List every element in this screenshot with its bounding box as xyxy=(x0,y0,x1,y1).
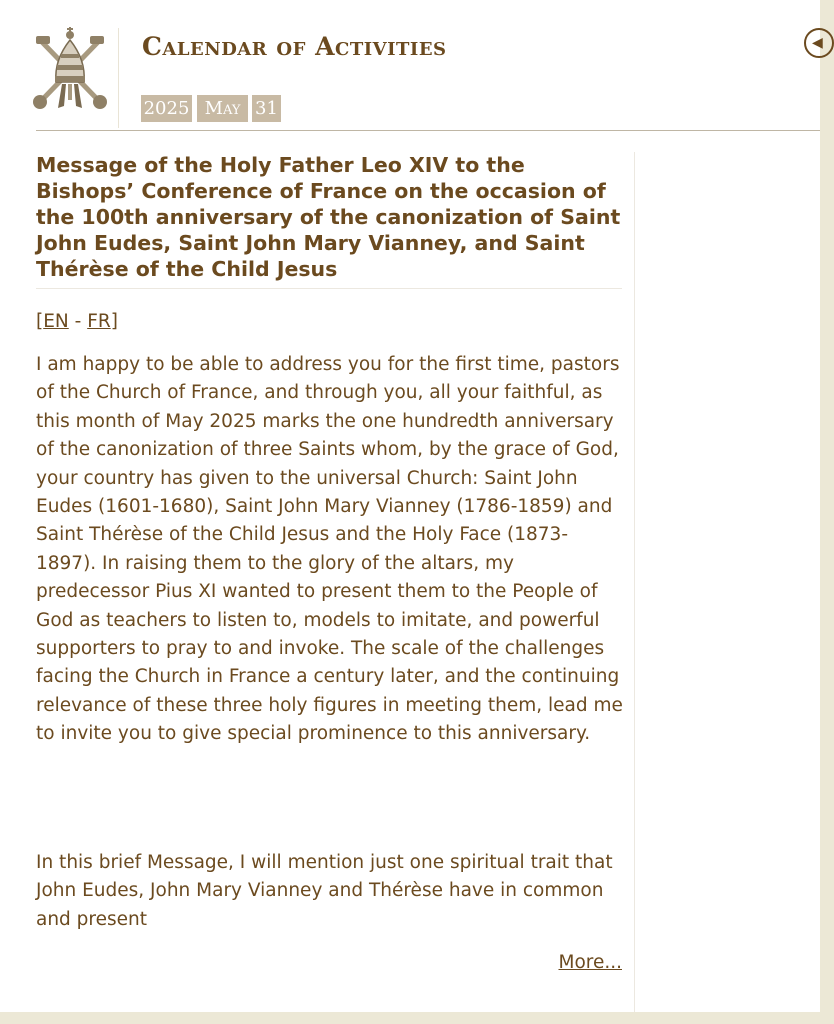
arrow-left-circle-icon[interactable]: ◀ xyxy=(804,28,834,58)
article xyxy=(36,152,635,1012)
lang-close-bracket: ] xyxy=(110,311,118,332)
lang-en-link[interactable]: EN xyxy=(43,311,69,332)
lang-open-bracket: [ xyxy=(36,311,44,332)
lang-separator: - xyxy=(68,311,88,332)
more-link[interactable]: More... xyxy=(558,952,622,973)
header-divider xyxy=(118,28,119,128)
page-title: Calendar of Activities xyxy=(142,32,447,61)
papal-keys-emblem-icon xyxy=(28,22,112,114)
article-paragraph: In this brief Message, I will mention just one spiritual trait that John Eudes, John Mary Vianney and Thérèse have in common and present xyxy=(36,852,613,930)
date-month[interactable]: May xyxy=(197,95,248,122)
date-day[interactable]: 31 xyxy=(252,95,281,122)
header xyxy=(0,0,823,132)
article-title: Message of the Holy Father Leo XIV to the Bishops’ Conference of France on the occasion of the 100th anniversary of the canonization of Saint John Eudes, Saint John Mary Vianney, and Saint Thérèse of the Child Jesus xyxy=(36,152,622,289)
language-links xyxy=(36,309,118,335)
date-year[interactable]: 2025 xyxy=(141,95,192,122)
header-separator xyxy=(36,130,820,131)
article-paragraph: I am happy to be able to address you for the first time, pastors of the Church of France, and through you, all your faithful, as this month of May 2025 marks the one hundredth anniversary of the canonization of three Saints whom, by the grace of God, your country has given to the universal Church: Saint John Eudes (1601-1680), Saint John Mary Vianney (1786-1859) and Saint Thérèse of the Child Jesus and the Holy Face (1873-1897). In raising them to the glory of the altars, my predecessor Pius XI wanted to present them to the People of God as teachers to listen to, models to imitate, and powerful supporters to pray to and invoke. The scale of the challenges facing the Church in France a century later, and the continuing relevance of these three holy figures in meeting them, lead me to invite you to give special prominence to this anniversary. xyxy=(36,354,623,745)
lang-fr-link[interactable]: FR xyxy=(87,311,111,332)
